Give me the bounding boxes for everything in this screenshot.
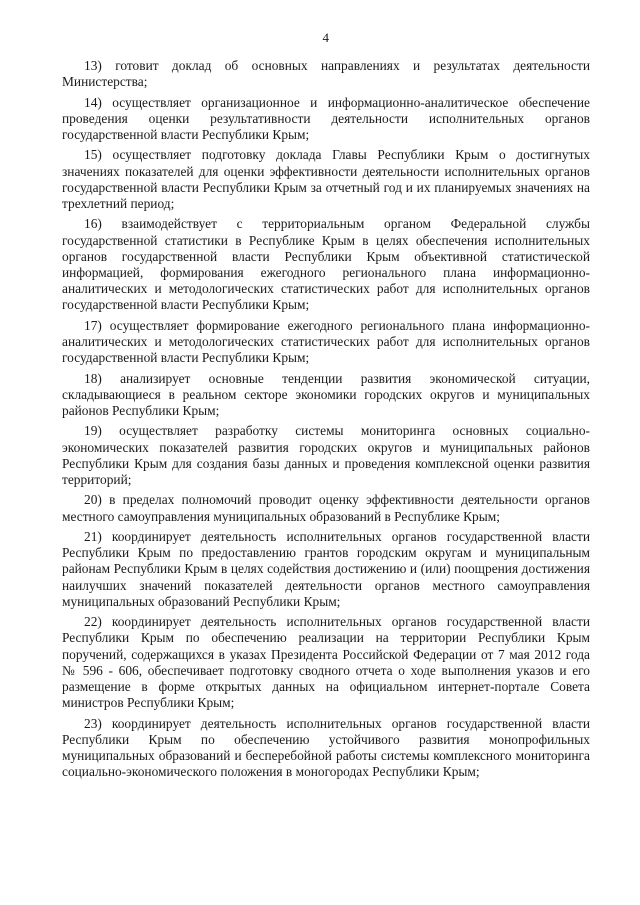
- paragraph-17: 17) осуществляет формирование ежегодного регионального плана информационно-аналитических и методологических статистических работ для исполнительных органов государственной власти Республики Крым;: [62, 317, 590, 366]
- paragraph-15: 15) осуществляет подготовку доклада Главы Республики Крым о достигнутых значениях показателей для оценки эффективности деятельности исполнительных органов государственной власти Республики Крым за отчетный год и их планируемых значениях на трехлетний период;: [62, 147, 590, 211]
- document-page: [62, 30, 590, 785]
- paragraph-20: 20) в пределах полномочий проводит оценку эффективности деятельности органов местного самоуправления муниципальных образований в Республике Крым;: [62, 492, 590, 524]
- paragraph-23: 23) координирует деятельность исполнительных органов государственной власти Республики Крым по обеспечению устойчивого развития монопрофильных муниципальных образований и бесперебойной работы системы комплексного мониторинга социально-экономического положения в моногородах Республики Крым;: [62, 715, 590, 780]
- paragraph-22: 22) координирует деятельность исполнительных органов государственной власти Республики Крым по обеспечению реализации на территории Республики Крым поручений, содержащихся в указах Президента Российской Федерации от 7 мая 2012 года № 596 - 606, обеспечивает подготовку сводного отчета о ходе выполнения указов и его размещение в форме открытых данных на официальном интернет-портале Совета министров Республики Крым;: [62, 614, 590, 711]
- paragraph-21: 21) координирует деятельность исполнительных органов государственной власти Республики Крым по предоставлению грантов городским округам и муниципальным районам Республики Крым в целях содействия достижению и (или) поощрения достижения наилучших значений показателей деятельности органов местного самоуправления муниципальных образований Республики Крым;: [62, 528, 590, 609]
- paragraph-18: 18) анализирует основные тенденции развития экономической ситуации, складывающиеся в реальном секторе экономики городских округов и муниципальных районов Республики Крым;: [62, 370, 590, 418]
- paragraph-13: 13) готовит доклад об основных направлениях и результатах деятельности Министерства;: [62, 58, 590, 90]
- page-number: 4: [322, 30, 330, 45]
- paragraph-16: 16) взаимодействует с территориальным органом Федеральной службы государственной статистики в Республике Крым в целях обеспечения исполнительных органов государственной власти Республики Крым объективной статистической информацией, формирования ежегодного регионального плана информационно-аналитических и методологических статистических работ для исполнительных органов государственной власти Республики Крым;: [62, 216, 590, 313]
- paragraph-19: 19) осуществляет разработку системы мониторинга основных социально-экономических показателей развития городских округов и муниципальных районов Республики Крым для создания базы данных и проведения комплексной оценки развития территорий;: [62, 423, 590, 487]
- paragraph-14: 14) осуществляет организационное и информационно-аналитическое обеспечение проведения оценки результативности деятельности исполнительных органов государственной власти Республики Крым;: [62, 94, 590, 142]
